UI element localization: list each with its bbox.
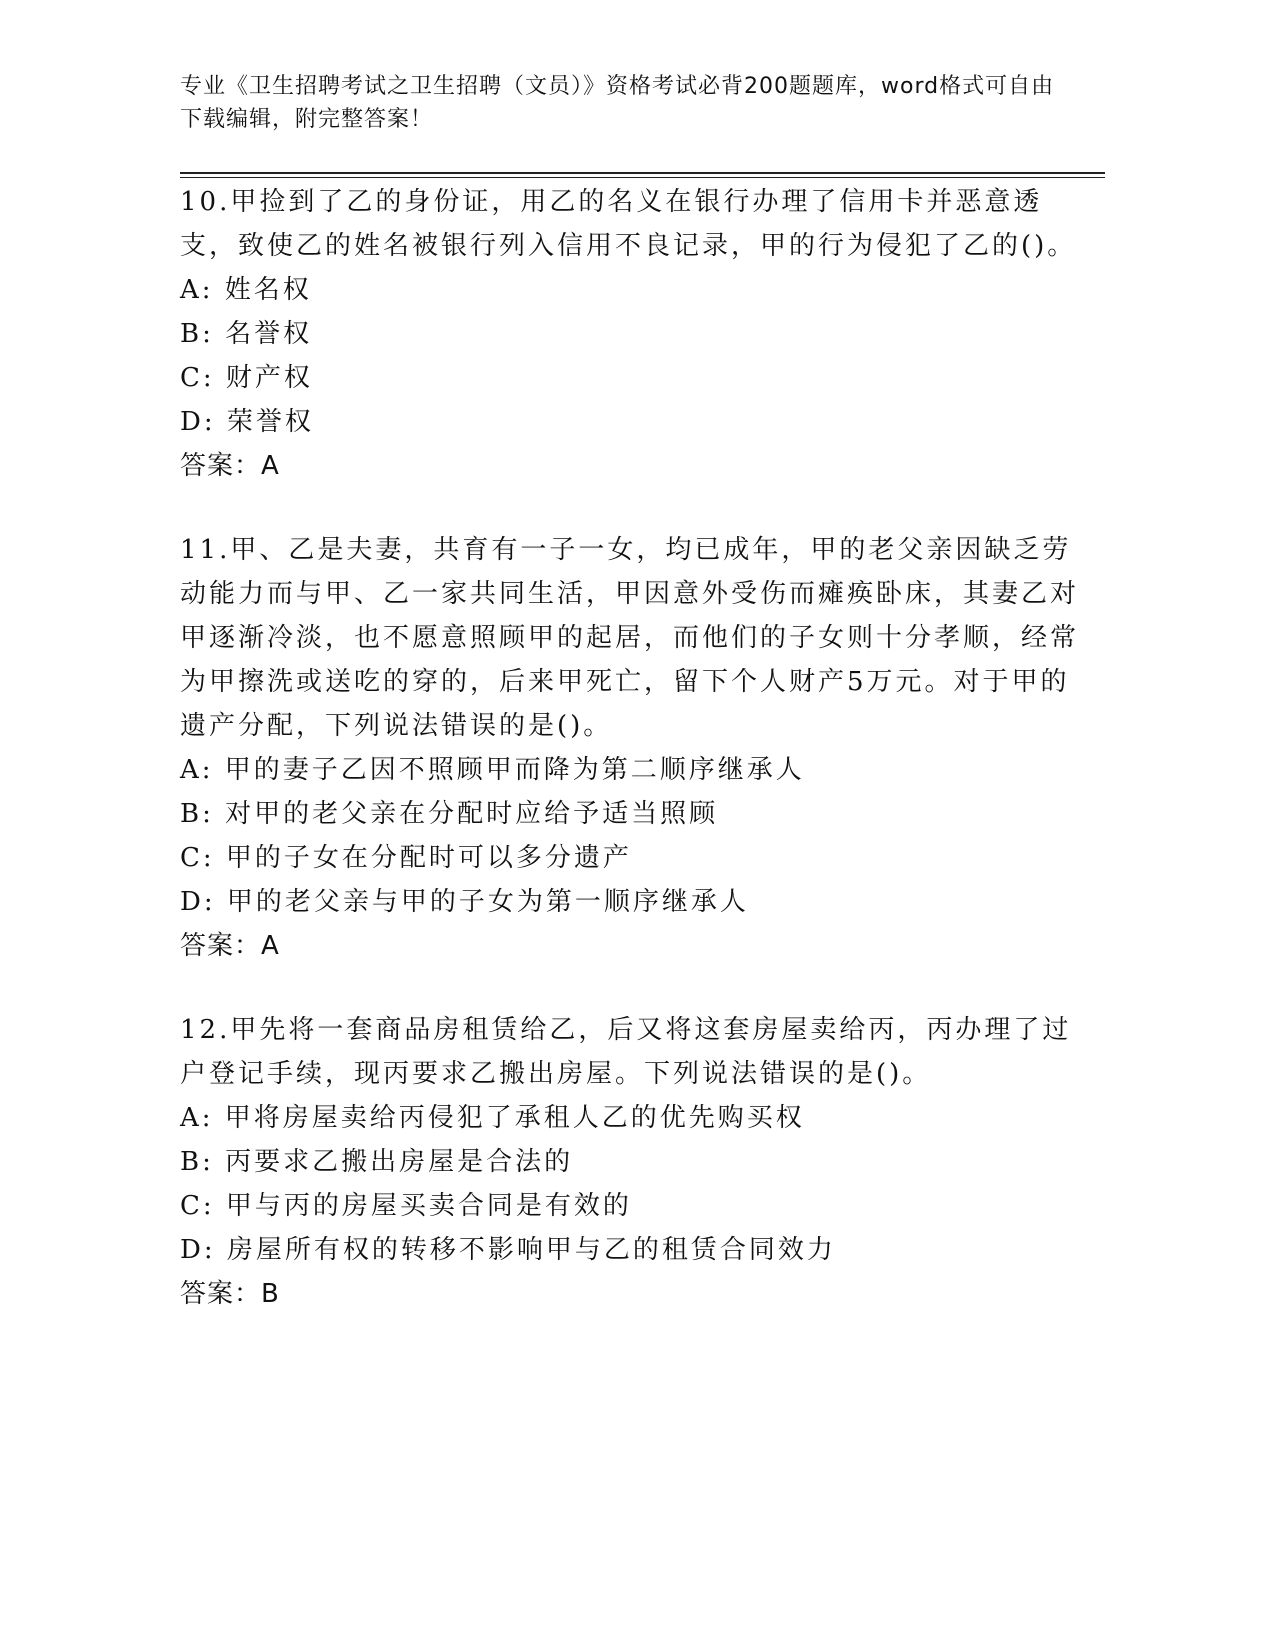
option-b: B: 丙要求乙搬出房屋是合法的 <box>180 1147 574 1177</box>
option-a: A: 姓名权 <box>180 275 312 305</box>
question-stem: 11.甲、乙是夫妻，共育有一子一女，均已成年，甲的老父亲因缺乏劳动能力而与甲、乙一家共同生活，甲因意外受伤而瘫痪卧床，其妻乙对甲逐渐冷淡，也不愿意照顾甲的起居，而他们的子女则十分孝顺，经常为甲擦洗或送吃的穿的，后来甲死亡，留下个人财产5万元。对于甲的遗产分配，下列说法错误的是()。 <box>180 535 1080 741</box>
option-d: D: 甲的老父亲与甲的子女为第一顺序继承人 <box>180 887 749 917</box>
question-12 <box>180 1008 1080 1316</box>
option-d: D: 荣誉权 <box>180 407 314 437</box>
option-d: D: 房屋所有权的转移不影响甲与乙的租赁合同效力 <box>180 1235 836 1265</box>
question-11 <box>180 528 1080 968</box>
option-a: A: 甲的妻子乙因不照顾甲而降为第二顺序继承人 <box>180 755 805 785</box>
answer: 答案：B <box>180 1279 280 1309</box>
header-divider <box>180 172 1105 178</box>
option-c: C: 甲的子女在分配时可以多分遗产 <box>180 843 632 873</box>
answer: 答案：A <box>180 451 280 481</box>
question-stem: 12.甲先将一套商品房租赁给乙，后又将这套房屋卖给丙，丙办理了过户登记手续，现丙要求乙搬出房屋。下列说法错误的是()。 <box>180 1015 1072 1089</box>
option-c: C: 甲与丙的房屋买卖合同是有效的 <box>180 1191 632 1221</box>
answer: 答案：A <box>180 931 280 961</box>
document-header <box>180 70 1060 136</box>
option-a: A: 甲将房屋卖给丙侵犯了承租人乙的优先购买权 <box>180 1103 805 1133</box>
question-stem: 10.甲捡到了乙的身份证，用乙的名义在银行办理了信用卡并恶意透支，致使乙的姓名被银行列入信用不良记录，甲的行为侵犯了乙的()。 <box>180 187 1077 261</box>
document-title: 专业《卫生招聘考试之卫生招聘（文员）》资格考试必背200题题库，word格式可自由下载编辑，附完整答案！ <box>180 74 1055 132</box>
option-b: B: 对甲的老父亲在分配时应给予适当照顾 <box>180 799 719 829</box>
option-b: B: 名誉权 <box>180 319 313 349</box>
question-10 <box>180 180 1080 488</box>
option-c: C: 财产权 <box>180 363 313 393</box>
